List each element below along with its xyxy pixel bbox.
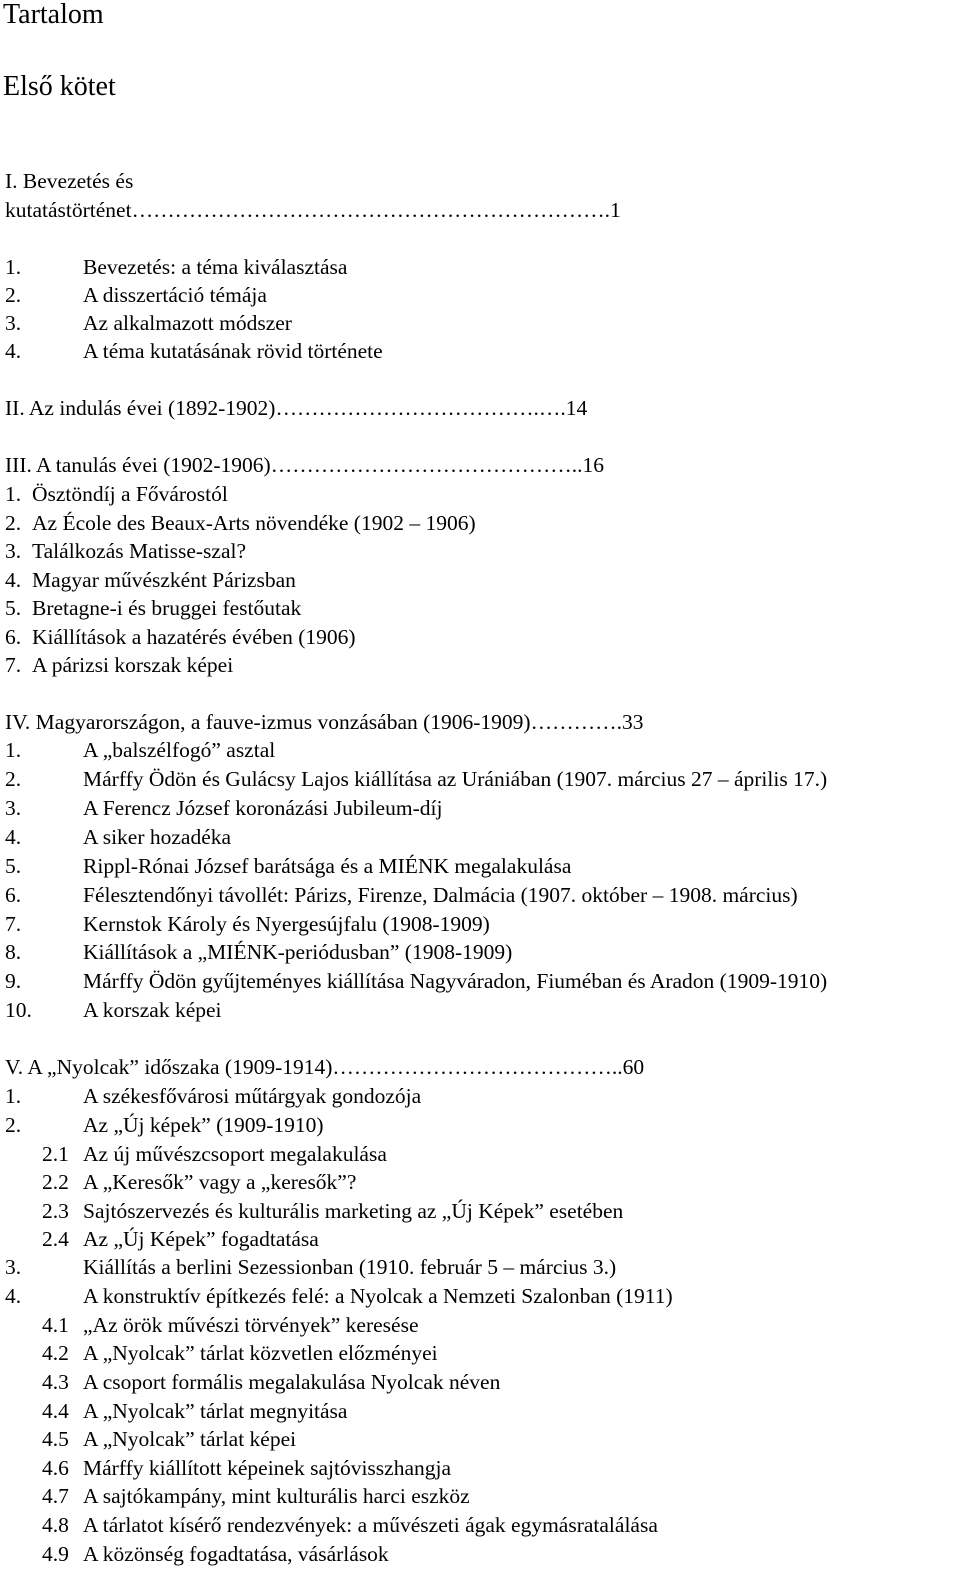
item-title: A konstruktív építkezés felé: a Nyolcak a Nemzeti Szalonban (1911) [83, 1284, 673, 1308]
item-number: 7. [5, 653, 22, 677]
item-title: A csoport formális megalakulása Nyolcak néven [83, 1370, 501, 1394]
item-title: Márffy Ödön és Gulácsy Lajos kiállítása az Urániában (1907. március 27 – április 17.) [83, 767, 828, 791]
item-number: 6. [5, 625, 22, 649]
item-number: 2.1 [42, 1142, 69, 1166]
item-number: 1. [5, 1084, 22, 1108]
item-number: 2. [5, 283, 22, 307]
chapter-1-heading-line1: I. Bevezetés és [5, 169, 134, 193]
item-number: 4.9 [42, 1542, 69, 1566]
item-number: 7. [5, 912, 22, 936]
chapter-4-heading: IV. Magyarországon, a fauve-izmus vonzásában (1906-1909)………….33 [5, 710, 644, 734]
item-title: Kiállítások a hazatérés évében (1906) [32, 625, 356, 649]
item-number: 4. [5, 568, 22, 592]
item-title: A párizsi korszak képei [32, 653, 234, 677]
item-number: 4. [5, 825, 22, 849]
item-title: A „Keresők” vagy a „keresők”? [83, 1170, 357, 1194]
item-number: 5. [5, 596, 22, 620]
item-number: 5. [5, 854, 22, 878]
item-title: A Ferencz József koronázási Jubileum-díj [83, 796, 443, 820]
item-title: Ösztöndíj a Fővárostól [32, 482, 228, 506]
item-title: Rippl-Rónai József barátsága és a MIÉNK megalakulása [83, 854, 572, 878]
item-number: 2. [5, 511, 22, 535]
item-title: A „Nyolcak” tárlat képei [83, 1427, 297, 1451]
item-number: 2. [5, 1113, 22, 1137]
item-number: 4.6 [42, 1456, 69, 1480]
item-title: A tárlatot kísérő rendezvények: a művészeti ágak egymásratalálása [83, 1513, 658, 1537]
item-number: 4.2 [42, 1341, 69, 1365]
item-title: A disszertáció témája [83, 283, 267, 307]
item-title: A „balszélfogó” asztal [83, 738, 276, 762]
item-number: 1. [5, 482, 22, 506]
item-number: 3. [5, 796, 22, 820]
item-number: 4. [5, 1284, 22, 1308]
item-number: 1. [5, 255, 22, 279]
volume-title: Első kötet [3, 71, 116, 102]
item-number: 10. [5, 998, 32, 1022]
item-title: Kiállítás a berlini Sezessionban (1910. február 5 – március 3.) [83, 1255, 617, 1279]
item-number: 4.4 [42, 1399, 69, 1423]
item-number: 4.3 [42, 1370, 69, 1394]
chapter-3-heading: III. A tanulás évei (1902-1906)……………………………………..16 [5, 453, 604, 477]
item-title: Találkozás Matisse-szal? [32, 539, 247, 563]
item-title: A téma kutatásának rövid története [83, 339, 383, 363]
item-number: 3. [5, 1255, 22, 1279]
item-number: 2.4 [42, 1227, 69, 1251]
item-title: Márffy kiállított képeinek sajtóvisszhangja [83, 1456, 451, 1480]
item-number: 4.8 [42, 1513, 69, 1537]
item-number: 4.1 [42, 1313, 69, 1337]
chapter-5-heading: V. A „Nyolcak” időszaka (1909-1914)…………………………………..60 [5, 1055, 645, 1079]
item-title: Kernstok Károly és Nyergesújfalu (1908-1909) [83, 912, 490, 936]
page-title: Tartalom [3, 0, 104, 30]
item-title: Az alkalmazott módszer [83, 311, 292, 335]
item-title: Félesztendőnyi távollét: Párizs, Firenze, Dalmácia (1907. október – 1908. március) [83, 883, 798, 907]
item-title: Az „Új képek” (1909-1910) [83, 1113, 324, 1137]
item-title: Magyar művészként Párizsban [32, 568, 296, 592]
item-title: Az „Új Képek” fogadtatása [83, 1227, 319, 1251]
item-number: 4.5 [42, 1427, 69, 1451]
item-title: A sajtókampány, mint kulturális harci eszköz [83, 1484, 470, 1508]
item-title: Bevezetés: a téma kiválasztása [83, 255, 348, 279]
item-number: 3. [5, 539, 22, 563]
item-number: 2.2 [42, 1170, 69, 1194]
item-title: „Az örök művészi törvények” keresése [83, 1313, 419, 1337]
item-title: A korszak képei [83, 998, 222, 1022]
item-number: 4.7 [42, 1484, 69, 1508]
item-title: Az École des Beaux-Arts növendéke (1902 – 1906) [32, 511, 476, 535]
item-number: 1. [5, 738, 22, 762]
item-title: A „Nyolcak” tárlat megnyitása [83, 1399, 348, 1423]
item-number: 6. [5, 883, 22, 907]
item-title: Márffy Ödön gyűjteményes kiállítása Nagyváradon, Fiuméban és Aradon (1909-1910) [83, 969, 828, 993]
item-title: A „Nyolcak” tárlat közvetlen előzményei [83, 1341, 438, 1365]
item-number: 4. [5, 339, 22, 363]
item-number: 2.3 [42, 1199, 69, 1223]
item-title: Az új művészcsoport megalakulása [83, 1142, 387, 1166]
item-title: A siker hozadéka [83, 825, 232, 849]
item-number: 2. [5, 767, 22, 791]
item-title: Kiállítások a „MIÉNK-periódusban” (1908-1909) [83, 940, 513, 964]
item-title: A székesfővárosi műtárgyak gondozója [83, 1084, 422, 1108]
chapter-1-heading-line2: kutatástörténet………………………………………………………….1 [5, 198, 621, 222]
item-number: 8. [5, 940, 22, 964]
item-number: 3. [5, 311, 22, 335]
item-title: Sajtószervezés és kulturális marketing az „Új Képek” esetében [83, 1199, 624, 1223]
chapter-2-heading: II. Az indulás évei (1892-1902)……………………………….….14 [5, 396, 588, 420]
item-title: Bretagne-i és bruggei festőutak [32, 596, 302, 620]
item-number: 9. [5, 969, 22, 993]
item-title: A közönség fogadtatása, vásárlások [83, 1542, 389, 1566]
